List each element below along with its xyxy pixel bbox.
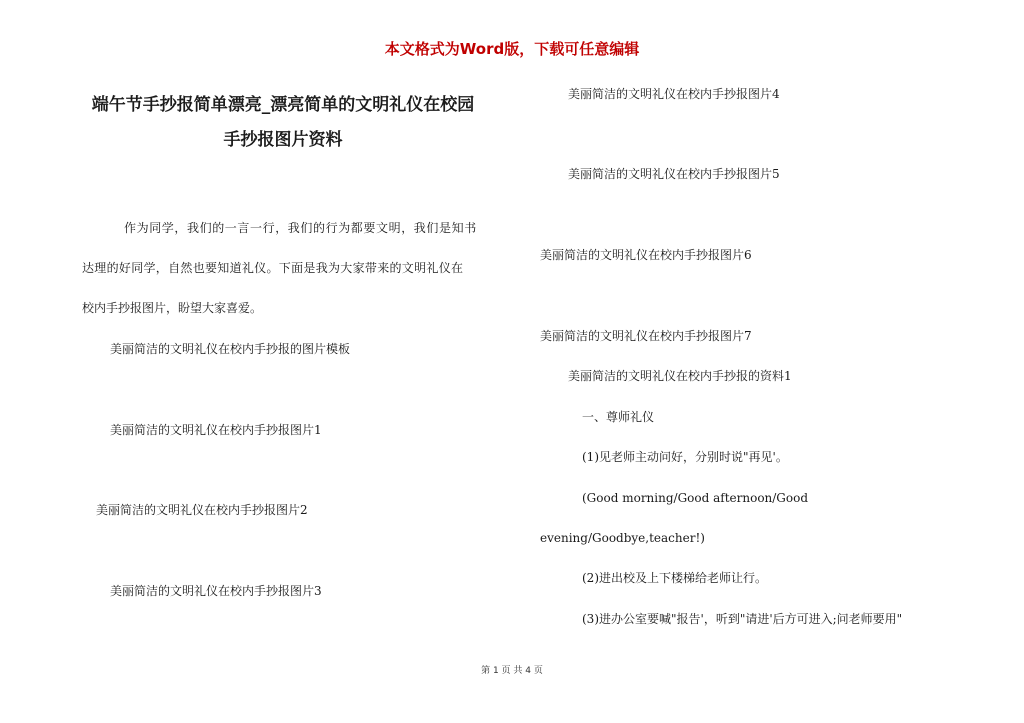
right-item-material-1: 美丽简洁的文明礼仪在校内手抄报的资料1 [568, 369, 792, 383]
right-item-image-7: 美丽简洁的文明礼仪在校内手抄报图片7 [540, 329, 752, 343]
left-item-image-3: 美丽简洁的文明礼仪在校内手抄报图片3 [110, 584, 322, 598]
intro-line-3: 校内手抄报图片，盼望大家喜爱。 [82, 301, 263, 315]
page-footer: 第 1 页 共 4 页 [481, 666, 543, 676]
intro-line-2: 达理的好同学，自然也要知道礼仪。下面是我为大家带来的文明礼仪在 [82, 261, 464, 275]
banner-notice: 本文格式为Word版，下载可任意编辑 [384, 40, 640, 58]
intro-line-1: 作为同学，我们的一言一行，我们的行为都要文明，我们是知书 [124, 221, 477, 235]
paragraph-office: (3)进办公室要喊"报告'，听到"请进'后方可进入;问老师要用" [582, 612, 903, 626]
title-line-2: 手抄报图片资料 [223, 130, 343, 150]
paragraph-english-2: evening/Goodbye,teacher!) [540, 531, 705, 545]
left-item-template: 美丽简洁的文明礼仪在校内手抄报的图片模板 [110, 342, 351, 356]
right-item-image-4: 美丽简洁的文明礼仪在校内手抄报图片4 [568, 87, 780, 101]
title-line-1: 端午节手抄报简单漂亮_漂亮简单的文明礼仪在校园 [91, 95, 475, 115]
document-title [58, 88, 508, 158]
right-item-image-5: 美丽简洁的文明礼仪在校内手抄报图片5 [568, 167, 780, 181]
paragraph-english-1: (Good morning/Good afternoon/Good [582, 491, 809, 505]
left-item-image-2: 美丽简洁的文明礼仪在校内手抄报图片2 [96, 503, 308, 517]
right-item-image-6: 美丽简洁的文明礼仪在校内手抄报图片6 [540, 248, 752, 262]
section-heading: 一、尊师礼仪 [582, 410, 655, 424]
left-item-image-1: 美丽简洁的文明礼仪在校内手抄报图片1 [110, 423, 322, 437]
paragraph-greeting: (1)见老师主动问好，分别时说"再见'。 [582, 450, 788, 464]
paragraph-stairs: (2)进出校及上下楼梯给老师让行。 [582, 571, 767, 585]
